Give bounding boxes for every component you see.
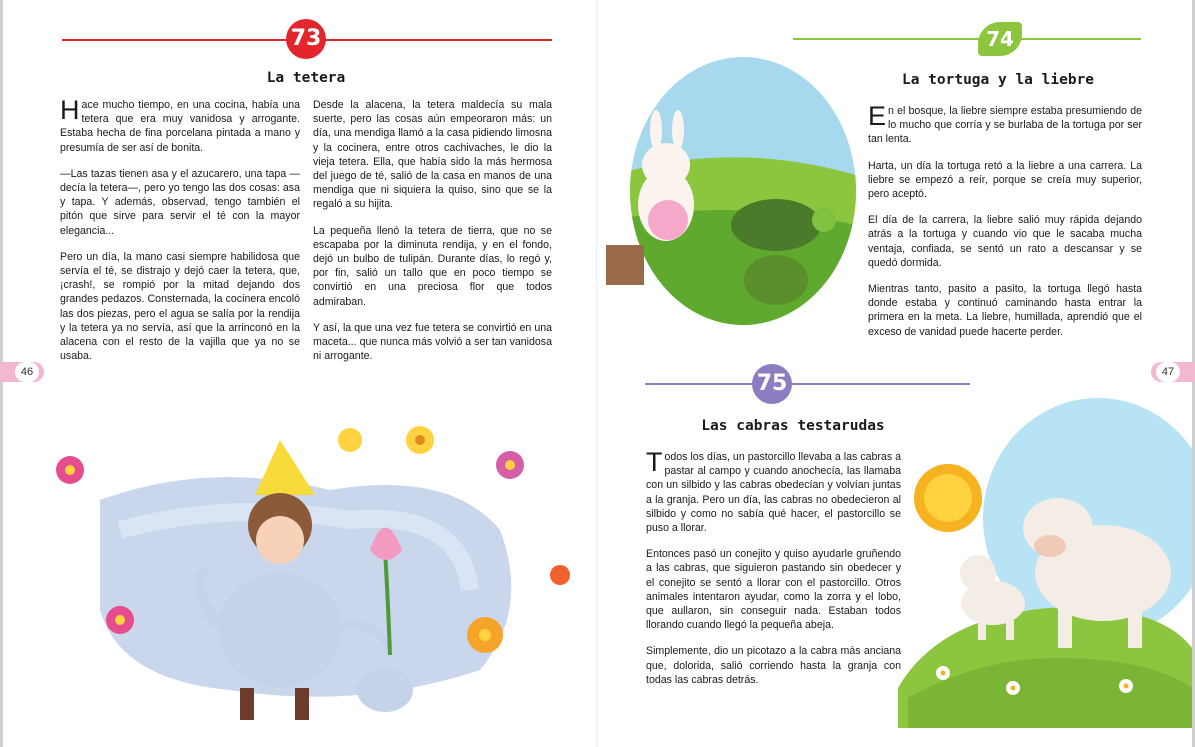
story-74-paragraph: Mientras tanto, pasito a pasito, la tortuga llegó hasta donde estaba y continuó caminando hasta entrar la primera en la meta. La liebre, humillada, aprendió que el exceso de vanidad puede hacerte perder. [868, 283, 1142, 338]
page-number-right: 47 [1151, 362, 1195, 382]
story-73-column-2 [313, 98, 552, 375]
story-74-rule [793, 38, 1141, 40]
story-75-rule [645, 383, 970, 385]
story-75-paragraph: Simplemente, dio un picotazo a la cabra más anciana que, dolorida, salió corriendo hasta la granja con todas las cabras detrás. [646, 645, 901, 686]
right-page [598, 0, 1195, 747]
tortoise-hare-illustration [586, 55, 856, 327]
story-74-text [868, 101, 1142, 351]
story-73-paragraph: Y así, la que una vez fue tetera se convirtió en una maceta... que nunca más volvió a ser tan vanidosa ni arrogante. [313, 321, 552, 363]
left-page [0, 0, 597, 747]
story-74-title: La tortuga y la liebre [901, 72, 1095, 88]
story-75-paragraph: Todos los días, un pastorcillo llevaba a las cabras a pastar al campo y cuando anochecía, las llamaba con un silbido y las cabras obedecían y volvían juntas a la granja. Pero un día, las cabras no obedecieron al silbido y como no sabía qué hacer, el pastorcillo se puso a llorar. [646, 447, 901, 535]
story-74-paragraph: Harta, un día la tortuga retó a la liebre a una carrera. La liebre se empezó a reír, porque se creía muy superior, pero aceptó. [868, 159, 1142, 201]
story-75-paragraph: Entonces pasó un conejito y quiso ayudarle gruñendo a las cabras, que siguieron pastando sin obedecer y el conejito se sentó a llorar con el pastorcillo. Otros animales intentaron ayudar, como la zorra y el lobo, que aullaron, sin conseguir nada. Estaban todos llorando cuando llegó la pequeña abeja. [646, 548, 901, 632]
sun-icon [914, 464, 982, 532]
story-73-column-1 [60, 95, 300, 375]
story-74-paragraph: En el bosque, la liebre siempre estaba presumiendo de lo mucho que corría y se burlaba de la tortuga por ser tan lenta. [868, 101, 1142, 146]
story-73-badge: 73 [286, 19, 326, 59]
teapot-girl-illustration [30, 410, 590, 740]
story-73-paragraph: —Las tazas tienen asa y el azucarero, una tapa —decía la tetera—, pero yo tengo las dos cosas: asa y tapa. Y además, observad, tengo también el pitón que sirve para servir el té con la mayor elegancia... [60, 167, 300, 237]
page-number-left: 46 [0, 362, 44, 382]
dropcap: T [646, 447, 663, 477]
story-75-badge: 75 [752, 364, 792, 404]
story-73-paragraph: La pequeña llenó la tetera de tierra, que no se escapaba por la diminuta rendija, y en el fondo, dejó un bulbo de tulipán. Durante días, lo regó y, por fin, salió un tallo que en poco tiempo se convirtió en una preciosa flor que todos admiraban. [313, 224, 552, 308]
story-73-paragraph: Hace mucho tiempo, en una cocina, había una tetera que era muy vanidosa y arrogante. Estaba hecha de fina porcelana pintada a mano y presumía de ser así de bonita. [60, 95, 300, 154]
dropcap: E [868, 101, 887, 131]
story-73-title: La tetera [266, 70, 346, 86]
story-73-paragraph: Pero un día, la mano casi siempre habilidosa que servía el té, se distrajo y dejó caer la tetera, que, ¡crash!, se rompió por la mitad dejando dos grandes pedazos. Consternada, la cocinera encoló las dos piezas, pero el agua se salía por la rendija y la tetera ya no servía, así que la arrinconó en la alacena con el resto de la vajilla que ya no se usaba. [60, 250, 300, 363]
story-74-badge: 74 [978, 22, 1022, 56]
story-73-paragraph: Desde la alacena, la tetera maldecía su mala suerte, pero las cosas aún empeoraron más: un día, una mendiga llamó a la casa pidiendo limosna y la cocinera, entre otros cachivaches, le dio la vieja tetera. Ella, que había sido la más hermosa del juego de té, salió de la casa en manos de una mendiga que ni siquiera la quiso, sino que se la regaló a su hijita. [313, 99, 552, 211]
goats-illustration [898, 388, 1192, 728]
story-75-text [646, 447, 901, 699]
dropcap: H [60, 95, 80, 125]
story-74-paragraph: El día de la carrera, la liebre salió muy rápida dejando atrás a la tortuga y cuando vio que le sacaba mucha ventaja, confiada, se sentó un rato a descansar y se quedó dormida. [868, 214, 1142, 269]
story-75-title: Las cabras testarudas [701, 418, 885, 434]
